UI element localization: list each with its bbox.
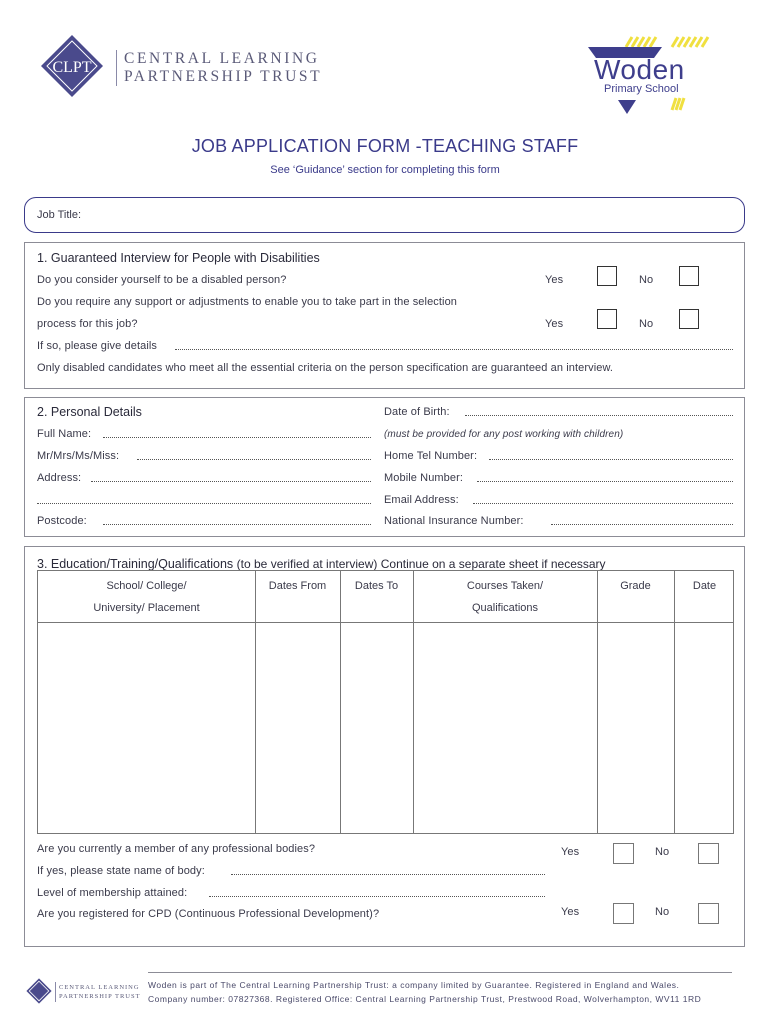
job-title-label: Job Title: [37, 209, 82, 221]
footer-logo-name [59, 983, 141, 1001]
job-title-field[interactable] [24, 197, 745, 233]
home-tel-field[interactable] [489, 459, 733, 460]
mobile-field[interactable] [477, 481, 733, 482]
dob-field[interactable] [465, 415, 733, 416]
q-disabled-label: Do you consider yourself to be a disabled person? [37, 274, 287, 286]
qualifications-table[interactable] [37, 570, 734, 834]
school-subtitle: Primary School [604, 83, 679, 95]
section3-heading [37, 557, 606, 571]
section3-heading-note: (to be verified at interview) Continue on a separate sheet if necessary [236, 557, 606, 571]
address-field-line2[interactable] [37, 503, 371, 504]
col-header-school-line2: University/ Placement [93, 602, 200, 614]
col-header-school [38, 575, 255, 619]
q-cpd-no-label: No [655, 906, 670, 918]
col-header-date: Date [692, 580, 717, 592]
full-name-field[interactable] [103, 437, 371, 438]
trust-logo-name [124, 50, 322, 86]
table-header-divider [38, 622, 733, 623]
details-field[interactable] [175, 349, 733, 350]
q-prof-member-yes-label: Yes [561, 846, 580, 858]
q-support-label-line2: process for this job? [37, 318, 138, 330]
membership-level-field[interactable] [209, 896, 545, 897]
title-field[interactable] [137, 459, 371, 460]
home-tel-label: Home Tel Number: [384, 450, 478, 462]
q-prof-member-no-checkbox[interactable] [698, 843, 719, 864]
section-education [24, 546, 745, 947]
ni-field[interactable] [551, 524, 733, 525]
trust-logo [36, 34, 336, 100]
col-header-dates-from: Dates From [268, 580, 327, 592]
footer-trust-logo [26, 978, 141, 1004]
q-prof-member-yes-checkbox[interactable] [613, 843, 634, 864]
postcode-label: Postcode: [37, 515, 87, 527]
footer-divider [148, 972, 732, 973]
disability-note: Only disabled candidates who meet all the essential criteria on the person specification are guaranteed an interview. [37, 362, 614, 374]
col-header-courses-line1: Courses Taken/ [466, 580, 544, 592]
address-field-line1[interactable] [91, 481, 371, 482]
email-field[interactable] [473, 503, 733, 504]
body-name-field[interactable] [231, 874, 545, 875]
trust-monogram: CLPT [52, 59, 92, 76]
section-personal-details [24, 397, 745, 537]
q-support-no-checkbox[interactable] [679, 309, 699, 329]
footer-diamond-icon [26, 978, 52, 1004]
q-support-yes-label: Yes [545, 318, 564, 330]
trust-diamond-icon [40, 34, 104, 98]
col-header-grade: Grade [620, 580, 651, 592]
email-label: Email Address: [384, 494, 459, 506]
table-col-divider [597, 571, 598, 833]
table-col-divider [674, 571, 675, 833]
footer-logo-line1: CENTRAL LEARNING [59, 984, 140, 991]
q-support-label-line1: Do you require any support or adjustments to enable you to take part in the selection [37, 296, 458, 308]
section3-heading-main: 3. Education/Training/Qualifications [37, 557, 234, 571]
q-disabled-no-label: No [639, 274, 654, 286]
footer-logo-divider [55, 982, 56, 1002]
q-disabled-yes-label: Yes [545, 274, 564, 286]
col-header-courses [413, 575, 597, 619]
q-cpd-label: Are you registered for CPD (Continuous Professional Development)? [37, 908, 380, 920]
q-support-yes-checkbox[interactable] [597, 309, 617, 329]
q-disabled-yes-checkbox[interactable] [597, 266, 617, 286]
footer-logo-line2: PARTNERSHIP TRUST [59, 993, 141, 1000]
title-label: Mr/Mrs/Ms/Miss: [37, 450, 120, 462]
col-header-dates-to: Dates To [354, 580, 399, 592]
q-cpd-no-checkbox[interactable] [698, 903, 719, 924]
address-label: Address: [37, 472, 82, 484]
full-name-label: Full Name: [37, 428, 92, 440]
q-support-no-label: No [639, 318, 654, 330]
footer-line2: Company number: 07827368. Registered Office: Central Learning Partnership Trust, Prestwood Road, Wolverhampton, WV11 1RD [148, 994, 702, 1004]
school-logo [586, 36, 716, 116]
trust-name-line2: PARTNERSHIP TRUST [124, 68, 323, 85]
form-subtitle: See ‘Guidance’ section for completing this form [270, 164, 500, 176]
form-title: JOB APPLICATION FORM -TEACHING STAFF [191, 136, 579, 156]
col-header-school-line1: School/ College/ [106, 580, 187, 592]
details-label: If so, please give details [37, 340, 158, 352]
trust-name-line1: CENTRAL LEARNING [124, 50, 320, 67]
q-cpd-yes-checkbox[interactable] [613, 903, 634, 924]
membership-level-label: Level of membership attained: [37, 887, 188, 899]
table-col-divider [340, 571, 341, 833]
dob-note: (must be provided for any post working with children) [384, 429, 624, 440]
footer-line1: Woden is part of The Central Learning Partnership Trust: a company limited by Guarantee. Registered in England and Wales. [148, 980, 680, 990]
section2-heading: 2. Personal Details [37, 405, 142, 419]
table-col-divider [255, 571, 256, 833]
section-disabilities [24, 242, 745, 389]
q-disabled-no-checkbox[interactable] [679, 266, 699, 286]
section1-heading: 1. Guaranteed Interview for People with Disabilities [37, 251, 320, 265]
trust-logo-divider [116, 50, 117, 86]
postcode-field[interactable] [103, 524, 371, 525]
q-cpd-yes-label: Yes [561, 906, 580, 918]
q-prof-member-label: Are you currently a member of any professional bodies? [37, 843, 316, 855]
mobile-label: Mobile Number: [384, 472, 464, 484]
school-name: Woden [594, 54, 685, 85]
q-prof-member-no-label: No [655, 846, 670, 858]
ni-label: National Insurance Number: [384, 515, 524, 527]
col-header-courses-line2: Qualifications [471, 602, 539, 614]
body-name-label: If yes, please state name of body: [37, 865, 205, 877]
dob-label: Date of Birth: [384, 406, 450, 418]
